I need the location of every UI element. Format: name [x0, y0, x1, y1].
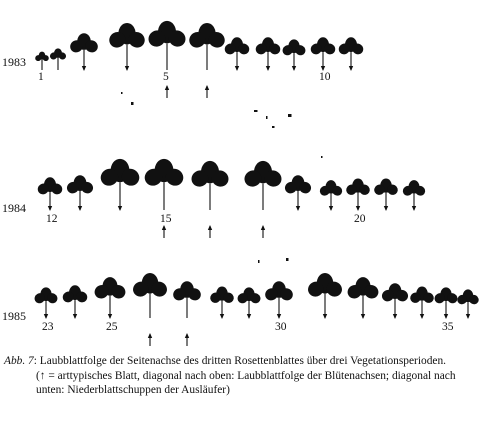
- row-year-label: 1983: [2, 55, 26, 69]
- leaf-number-label: 30: [275, 321, 287, 333]
- arrow-down-icon: [292, 66, 296, 71]
- scale-mark: [321, 156, 323, 158]
- arrow-down-icon: [356, 206, 360, 211]
- caption-label: Abb. 7: [4, 355, 34, 367]
- caption-text: : Laubblattfolge der Seitenachse des dritten Rosettenblattes über drei Vegetationsperioden.: [33, 355, 447, 367]
- leaf-number-label: 15: [160, 213, 172, 225]
- leaf-plant: [242, 161, 285, 210]
- leaf-plant: [33, 287, 60, 319]
- arrow-down-icon: [466, 314, 470, 319]
- leaf-plant: [344, 179, 371, 211]
- leaf-plant: [142, 159, 187, 210]
- arrow-down-icon: [412, 206, 416, 211]
- arrow-down-icon: [247, 314, 251, 319]
- scattered-scales: [118, 92, 323, 350]
- scale-mark: [258, 260, 260, 263]
- leaf-plant: [309, 37, 337, 71]
- arrow-down-icon: [220, 314, 224, 319]
- arrow-down-icon: [323, 314, 327, 319]
- arrow-up-icon: [208, 225, 212, 238]
- arrow-down-icon: [444, 314, 448, 319]
- leaf-plant: [408, 287, 435, 319]
- arrow-up-icon: [165, 85, 169, 98]
- scale-mark: [286, 258, 289, 261]
- leaf-plant: [372, 179, 399, 211]
- arrow-up-icon: [162, 225, 166, 238]
- leaf-plant: [223, 37, 251, 71]
- row-year-label: 1985: [2, 309, 26, 323]
- arrow-up-icon: [185, 333, 189, 346]
- leaf-plant: [106, 23, 147, 71]
- leaf-plant: [380, 283, 410, 319]
- leaf-plant: [208, 287, 235, 319]
- leaf-number-label: 12: [46, 213, 58, 225]
- leaf-plant: [254, 37, 282, 71]
- scale-mark: [131, 102, 134, 105]
- scale-mark: [288, 114, 292, 117]
- leaf-plant: [68, 33, 100, 71]
- leaf-plant: [49, 48, 68, 70]
- figure-caption: [4, 354, 476, 398]
- leaf-plant: [283, 175, 313, 211]
- leaf-plant: [401, 180, 427, 211]
- arrow-down-icon: [296, 206, 300, 211]
- leaf-number-label: 10: [319, 71, 331, 83]
- arrow-down-icon: [118, 206, 122, 211]
- leaf-plant: [36, 177, 64, 211]
- leaf-plant: [345, 277, 381, 319]
- arrow-down-icon: [44, 314, 48, 319]
- arrow-down-icon: [73, 314, 77, 319]
- leaf-plant: [186, 23, 227, 70]
- arrow-down-icon: [266, 66, 270, 71]
- arrow-down-icon: [384, 206, 388, 211]
- leaf-number-label: 23: [42, 321, 54, 333]
- leaf-plant: [61, 285, 89, 319]
- scale-mark: [272, 126, 275, 128]
- arrow-down-icon: [48, 206, 52, 211]
- leaf-plant: [189, 161, 232, 210]
- scale-mark: [254, 110, 258, 112]
- leaf-plant: [65, 175, 95, 211]
- arrow-down-icon: [420, 314, 424, 319]
- leaf-plant: [34, 52, 50, 70]
- arrow-down-icon: [82, 66, 86, 71]
- leaf-plant: [130, 273, 169, 318]
- arrow-up-icon: [205, 85, 209, 98]
- plants-layer: [33, 21, 480, 346]
- arrow-down-icon: [108, 314, 112, 319]
- leaf-number-label: 1: [38, 71, 44, 83]
- leaf-plant: [456, 289, 480, 319]
- leaf-number-label: 35: [442, 321, 454, 333]
- leaf-plant: [98, 159, 143, 211]
- arrow-down-icon: [329, 206, 333, 211]
- leaf-plant: [171, 281, 203, 318]
- arrow-down-icon: [361, 314, 365, 319]
- leaf-plant: [305, 273, 344, 319]
- arrow-down-icon: [78, 206, 82, 211]
- leaf-number-label: 25: [106, 321, 118, 333]
- arrow-down-icon: [393, 314, 397, 319]
- leaf-plant: [236, 287, 263, 319]
- scale-mark: [121, 92, 123, 94]
- leaf-number-label: 20: [354, 213, 366, 225]
- leaf-plant: [92, 277, 128, 319]
- leaf-plant: [281, 39, 308, 71]
- row-year-label: 1984: [2, 201, 26, 215]
- leaf-plant: [146, 21, 189, 70]
- arrow-up-icon: [148, 333, 152, 346]
- arrow-down-icon: [125, 66, 129, 71]
- arrow-down-icon: [277, 314, 281, 319]
- scale-mark: [266, 116, 268, 119]
- leaf-plant: [263, 281, 295, 319]
- arrow-down-icon: [235, 66, 239, 71]
- leaf-plant: [337, 37, 365, 71]
- arrow-down-icon: [349, 66, 353, 71]
- caption-legend: (↑ = arttypisches Blatt, diagonal nach oben: Laubblattfolge der Blütenachsen; diagonal nach unten: Niederblattschuppen der Ausläufer): [36, 369, 456, 396]
- leaf-number-label: 5: [163, 71, 169, 83]
- leaf-plant: [318, 180, 344, 211]
- arrow-up-icon: [261, 225, 265, 238]
- leaf-plant: [433, 287, 460, 319]
